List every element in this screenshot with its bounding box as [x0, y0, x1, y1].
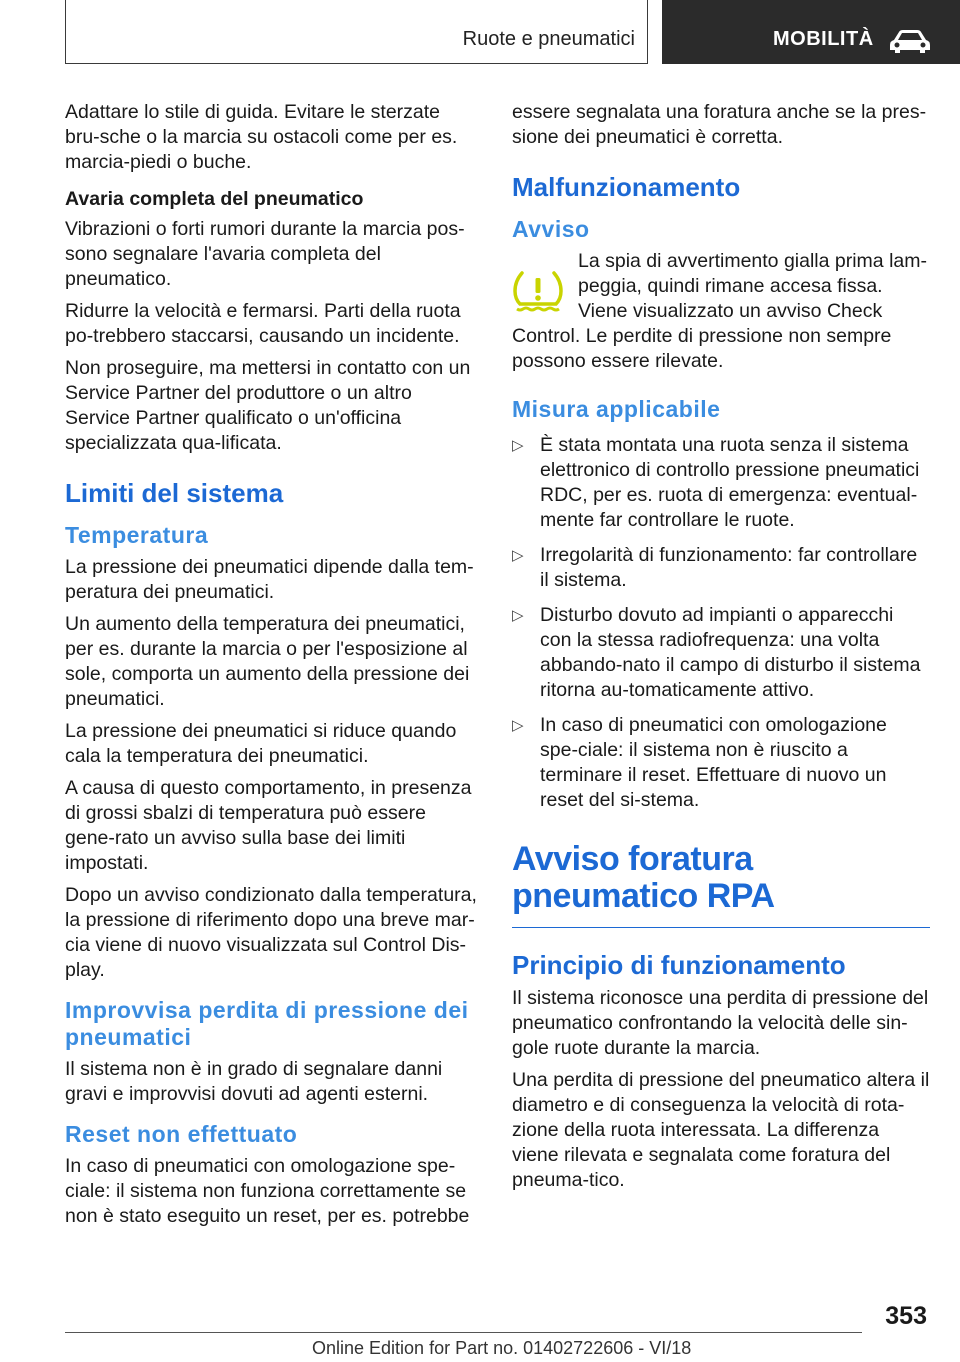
subheading-reset: Reset non effettuato: [65, 1121, 298, 1147]
main-heading-rpa: Avviso foratura pneumatico RPA: [512, 840, 775, 915]
paragraph: In caso di pneumatici con omologazione spe-ciale: il sistema non funziona correttamente se non è stato eseguito un reset, per es. potrebbe: [65, 1155, 470, 1227]
footer-edition: Online Edition for Part no. 01402722606 - VI/18: [312, 1338, 692, 1358]
list-item: ▷ Disturbo dovuto ad impianti o apparecchi con la stessa radiofrequenza: una volta abbando-nato il campo di disturbo il sistema ritorna au-tomaticamente attivo.: [512, 604, 921, 701]
measure-list: [512, 433, 930, 813]
subheading-temperatura: Temperatura: [65, 522, 209, 548]
paragraph: Vibrazioni o forti rumori durante la marcia pos-sono segnalare l'avaria completa del pneumatico.: [65, 218, 465, 290]
header-section-title: Ruote e pneumatici: [462, 28, 635, 50]
list-item: ▷ Irregolarità di funzionamento: far controllare il sistema.: [512, 544, 918, 591]
paragraph: essere segnalata una foratura anche se la pres-sione dei pneumatici è corretta.: [512, 101, 927, 148]
paragraph: La pressione dei pneumatici dipende dalla tem-peratura dei pneumatici.: [65, 556, 474, 603]
subheading-improvvisa: Improvvisa perdita di pressione dei pneumatici: [65, 997, 469, 1050]
section-heading-limiti: Limiti del sistema: [65, 478, 284, 508]
paragraph: Il sistema non è in grado di segnalare danni gravi e improvvisi dovuti ad agenti esterni.: [65, 1058, 443, 1105]
warning-block: [512, 249, 930, 374]
paragraph: Il sistema riconosce una perdita di pressione del pneumatico confrontando la velocità delle sin-gole ruote durante la marcia.: [512, 987, 929, 1059]
warning-text: La spia di avvertimento gialla prima lam-peggia, quindi rimane accesa fissa. Viene visualizzato un avviso Check Control. Le perdite di pressione non sempre possono essere rilevate.: [512, 250, 927, 372]
footer-divider: [65, 1332, 862, 1333]
header-chapter-title: MOBILITÀ: [773, 28, 874, 50]
bold-heading: Avaria completa del pneumatico: [65, 188, 364, 210]
subheading-avviso: Avviso: [512, 216, 590, 242]
paragraph: Un aumento della temperatura dei pneumatici, per es. durante la marcia o per l'esposizione al sole, comporta un aumento della pressione dei pneumatici.: [65, 613, 470, 710]
paragraph: Adattare lo stile di guida. Evitare le sterzate bru-sche o la marcia su ostacoli come per es. marcia-piedi o buche.: [65, 101, 458, 173]
triangle-bullet-icon: ▷: [512, 437, 524, 454]
triangle-bullet-icon: ▷: [512, 607, 524, 624]
right-column: [512, 100, 930, 1200]
subheading-misura: Misura applicabile: [512, 396, 721, 422]
left-column: [65, 100, 477, 1236]
paragraph: Non proseguire, ma mettersi in contatto con un Service Partner del produttore o un altro Service Partner qualificato o un'officina specializzata qua-lificata.: [65, 357, 471, 454]
section-heading-malfunzionamento: Malfunzionamento: [512, 172, 741, 202]
paragraph: Ridurre la velocità e fermarsi. Parti della ruota po-trebbero staccarsi, causando un incidente.: [65, 300, 461, 347]
header-section-box: [65, 0, 648, 64]
triangle-bullet-icon: ▷: [512, 717, 524, 734]
heading-divider: [512, 927, 930, 928]
car-icon: [888, 28, 932, 54]
list-item: ▷ In caso di pneumatici con omologazione spe-ciale: il sistema non è riuscito a terminare il reset. Effettuare di nuovo un reset del si-stema.: [512, 714, 887, 811]
list-item: ▷ È stata montata una ruota senza il sistema elettronico di controllo pressione pneumatici RDC, per es. ruota di emergenza: eventual-mente far controllare le ruote.: [512, 434, 920, 531]
header-chapter-box: [662, 0, 960, 64]
paragraph: Dopo un avviso condizionato dalla temperatura, la pressione di riferimento dopo una breve mar-cia viene di nuovo visualizzata sul Control Dis-play.: [65, 884, 477, 981]
paragraph: La pressione dei pneumatici si riduce quando cala la temperatura dei pneumatici.: [65, 720, 457, 767]
triangle-bullet-icon: ▷: [512, 547, 524, 564]
paragraph: Una perdita di pressione del pneumatico altera il diametro e di conseguenza la velocità di rota-zione della ruota interessata. La differenza viene rilevata e segnalata come foratura del pneuma-tico.: [512, 1069, 930, 1191]
page-number: 353: [885, 1302, 927, 1330]
tire-pressure-warning-icon: [512, 267, 564, 315]
paragraph: A causa di questo comportamento, in presenza di grossi sbalzi di temperatura può essere gene-rato un avviso sulla base dei limiti impostati.: [65, 777, 472, 874]
section-heading-principio: Principio di funzionamento: [512, 950, 846, 980]
